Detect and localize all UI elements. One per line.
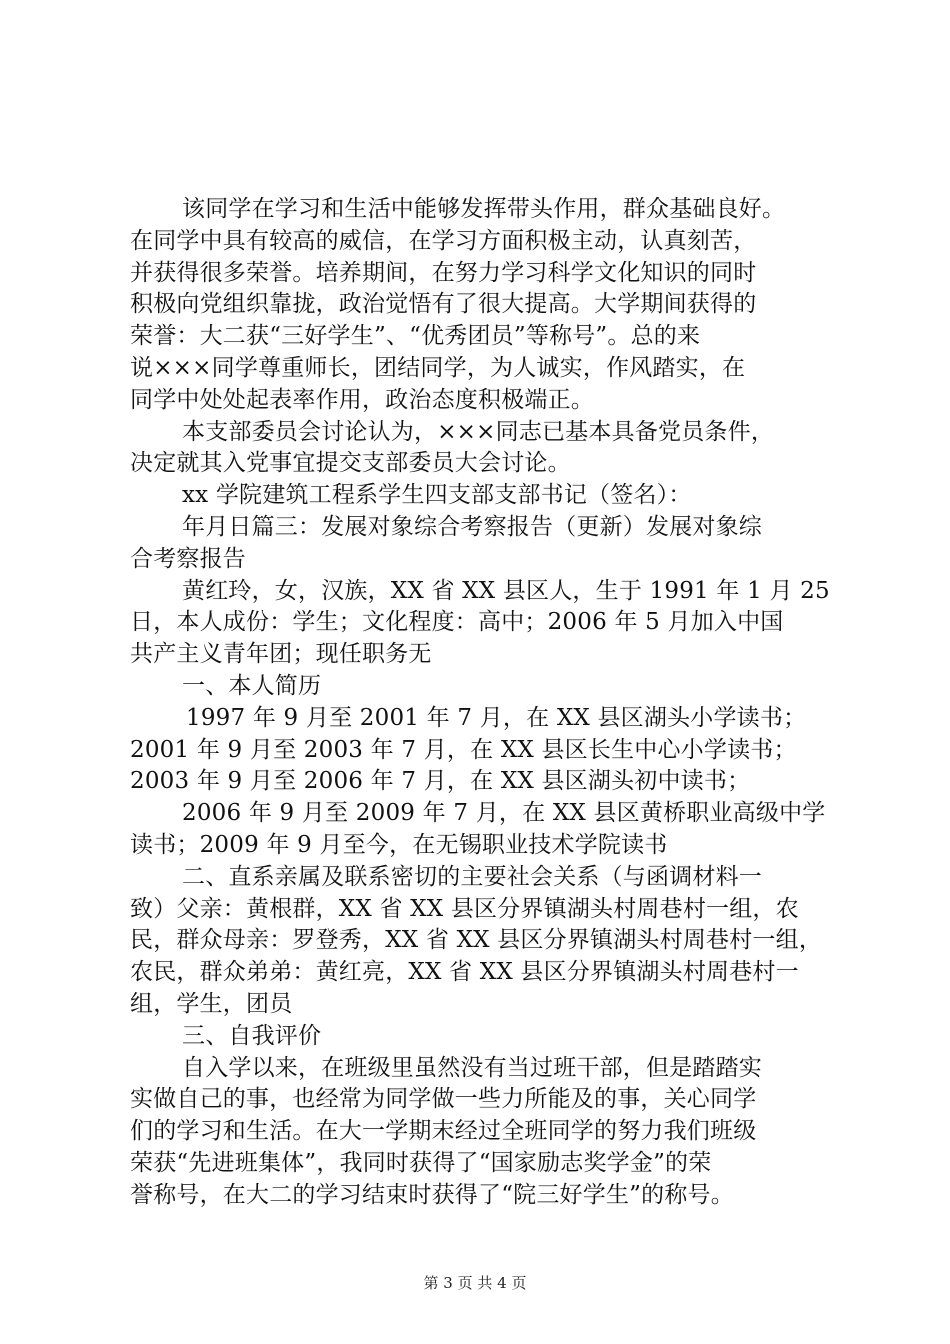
text-line: 黄红玲，女，汉族，XX 省 XX 县区人，生于 1991 年 1 月 25 <box>182 577 830 604</box>
text-line: 二、直系亲属及联系密切的主要社会关系（与函调材料一 <box>182 863 762 890</box>
text-line: 1997 年 9 月至 2001 年 7 月，在 XX 县区湖头小学读书； <box>186 704 807 731</box>
text-line: 积极向党组织靠拢，政治觉悟有了很大提高。大学期间获得的 <box>130 291 757 318</box>
text-line: 们的学习和生活。在大一学期末经过全班同学的努力我们班级 <box>130 1118 757 1145</box>
text-line: 合考察报告 <box>130 545 246 572</box>
text-line: 本支部委员会讨论认为，×××同志已基本具备党员条件， <box>182 418 775 445</box>
text-line: 年月日篇三：发展对象综合考察报告（更新）发展对象综 <box>182 513 762 540</box>
text-line: 三、自我评价 <box>182 1022 322 1049</box>
text-line: 读书；2009 年 9 月至今，在无锡职业技术学院读书 <box>130 831 668 858</box>
text-line: xx 学院建筑工程系学生四支部支部书记（签名）： <box>182 482 692 509</box>
text-line: 组，学生，团员 <box>130 990 293 1017</box>
text-line: 自入学以来，在班级里虽然没有当过班干部，但是踏踏实 <box>182 1054 762 1081</box>
text-line: 2006 年 9 月至 2009 年 7 月，在 XX 县区黄桥职业高级中学 <box>182 800 826 827</box>
text-line: 誉称号，在大二的学习结束时获得了“院三好学生”的称号。 <box>130 1181 734 1208</box>
text-line: 2001 年 9 月至 2003 年 7 月，在 XX 县区长生中心小学读书； <box>130 736 797 763</box>
text-line: 一、本人简历 <box>182 672 322 699</box>
text-line: 日，本人成份：学生；文化程度：高中；2006 年 5 月加入中国 <box>130 609 784 636</box>
text-line: 说×××同学尊重师长，团结同学，为人诚实，作风踏实，在 <box>130 354 746 381</box>
text-line: 实做自己的事，也经常为同学做一些力所能及的事，关心同学 <box>130 1086 757 1113</box>
text-line: 该同学在学习和生活中能够发挥带头作用，群众基础良好。 <box>182 196 786 222</box>
text-line: 2003 年 9 月至 2006 年 7 月，在 XX 县区湖头初中读书； <box>130 768 751 795</box>
text-line: 荣誉：大二获“三好学生”、“优秀团员”等称号”。总的来 <box>130 323 701 350</box>
page-footer: 第 3 页 共 4 页 <box>423 1274 527 1292</box>
text-line: 并获得很多荣誉。培养期间，在努力学习科学文化知识的同时 <box>130 259 757 286</box>
text-line: 民，群众母亲：罗登秀，XX 省 XX 县区分界镇湖头村周巷村一组， <box>130 927 823 954</box>
text-line: 在同学中具有较高的威信，在学习方面积极主动，认真刻苦， <box>130 227 757 254</box>
text-line: 致）父亲：黄根群，XX 省 XX 县区分界镇湖头村周巷村一组，农 <box>130 895 799 922</box>
text-line: 农民，群众弟弟：黄红亮，XX 省 XX 县区分界镇湖头村周巷村一 <box>130 959 799 986</box>
text-line: 同学中处处起表率作用，政治态度积极端正。 <box>130 386 594 413</box>
text-line: 共产主义青年团；现任职务无 <box>130 641 432 668</box>
text-line: 决定就其入党事宜提交支部委员大会讨论。 <box>130 450 571 477</box>
text-line: 荣获“先进班集体”，我同时获得了“国家励志奖学金”的荣 <box>130 1149 712 1176</box>
document-body <box>130 194 830 1212</box>
